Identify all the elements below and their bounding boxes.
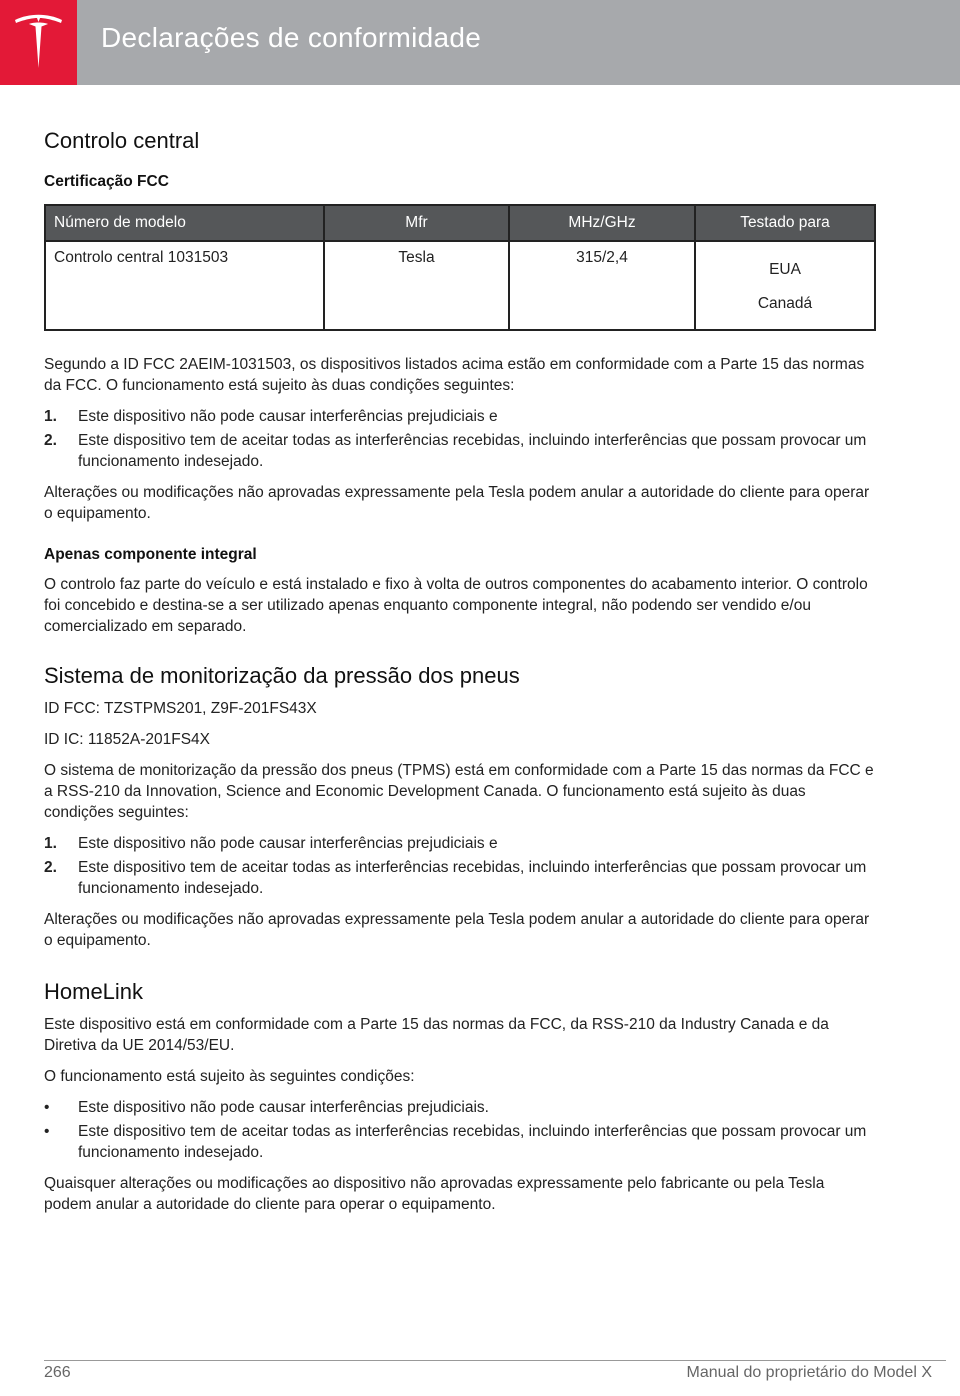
- table-header-row: [45, 205, 875, 241]
- tesla-logo: [0, 0, 77, 85]
- list-item: [44, 430, 876, 472]
- list-number: 2.: [44, 432, 57, 449]
- column-header-model: Número de modelo: [45, 205, 324, 241]
- bullet: •: [44, 1099, 50, 1116]
- subheading-fcc: Certificação FCC: [44, 173, 169, 190]
- section-heading-homelink: HomeLink: [44, 979, 144, 1004]
- tpms-conditions-list: [44, 833, 876, 899]
- list-text: Este dispositivo tem de aceitar todas as interferências recebidas, incluindo interferências que possam provocar um funcionamento indesejado.: [78, 432, 867, 470]
- changes-text: Alterações ou modificações não aprovadas expressamente pela Tesla podem anular a autoridade do cliente para operar o equipamento.: [44, 484, 870, 522]
- list-text: Este dispositivo não pode causar interferências prejudiciais e: [78, 835, 498, 852]
- homelink-conditions-list: [44, 1097, 876, 1163]
- tesla-logo-icon: [13, 14, 64, 70]
- homelink-changes-text: Quaisquer alterações ou modificações ao dispositivo não aprovadas expressamente pelo fabricante ou pela Tesla podem anular a autoridade do cliente para operar o equipamento.: [44, 1175, 825, 1213]
- list-number: 2.: [44, 859, 57, 876]
- cell-model: Controlo central 1031503: [45, 241, 324, 330]
- page-number: 266: [44, 1364, 71, 1381]
- list-item: [44, 1097, 876, 1118]
- fcc-intro-text: Segundo a ID FCC 2AEIM-1031503, os dispositivos listados acima estão em conformidade com a Parte 15 das normas da FCC. O funcionamento está sujeito às duas condições seguintes:: [44, 356, 865, 394]
- central-conditions-list: [44, 406, 876, 472]
- list-item: [44, 406, 876, 427]
- footer-manual-title: Manual do proprietário do Model X: [686, 1364, 932, 1381]
- tpms-fcc-id: ID FCC: TZSTPMS201, Z9F-201FS43X: [44, 700, 317, 717]
- list-number: 1.: [44, 835, 57, 852]
- subheading-integral: Apenas componente integral: [44, 546, 257, 563]
- changes-text: Alterações ou modificações não aprovadas expressamente pela Tesla podem anular a autoridade do cliente para operar o equipamento.: [44, 911, 870, 949]
- homelink-conditions-intro: O funcionamento está sujeito às seguintes condições:: [44, 1068, 415, 1085]
- list-text: Este dispositivo tem de aceitar todas as interferências recebidas, incluindo interferências que possam provocar um funcionamento indesejado.: [78, 859, 867, 897]
- list-text: Este dispositivo não pode causar interferências prejudiciais.: [78, 1099, 489, 1116]
- list-number: 1.: [44, 408, 57, 425]
- list-item: [44, 833, 876, 854]
- tpms-text: O sistema de monitorização da pressão dos pneus (TPMS) está em conformidade com a Parte 15 das normas da FCC e a RSS-210 da Innovation, Science and Economic Development Canada. O funcionamento está sujeito às duas condições seguintes:: [44, 762, 874, 821]
- cell-frequency: 315/2,4: [509, 241, 695, 330]
- column-header-mfr: Mfr: [324, 205, 509, 241]
- list-item: [44, 857, 876, 899]
- cell-mfr: Tesla: [324, 241, 509, 330]
- list-text: Este dispositivo não pode causar interferências prejudiciais e: [78, 408, 498, 425]
- column-header-frequency: MHz/GHz: [509, 205, 695, 241]
- page-title: Declarações de conformidade: [101, 22, 482, 53]
- section-heading-central: Controlo central: [44, 128, 200, 153]
- section-heading-tpms: Sistema de monitorização da pressão dos pneus: [44, 663, 520, 688]
- homelink-text: Este dispositivo está em conformidade com a Parte 15 das normas da FCC, da RSS-210 da Industry Canada e da Diretiva da UE 2014/53/EU.: [44, 1016, 829, 1054]
- tpms-ic-id: ID IC: 11852A-201FS4X: [44, 731, 210, 748]
- table-row: [45, 241, 875, 330]
- page-header: [0, 0, 960, 85]
- integral-text: O controlo faz parte do veículo e está instalado e fixo à volta de outros componentes do acabamento interior. O controlo foi concebido e destina-se a ser utilizado apenas enquanto componente integral, não podendo ser vendido e/ou comercializado em separado.: [44, 576, 868, 635]
- country-canada: Canadá: [757, 295, 813, 312]
- cell-tested-for: [695, 241, 875, 330]
- page-content: [44, 128, 876, 1215]
- footer-divider: [44, 1360, 946, 1361]
- list-item: [44, 1121, 876, 1163]
- fcc-table: [44, 204, 876, 331]
- column-header-tested-for: Testado para: [695, 205, 875, 241]
- bullet: •: [44, 1123, 50, 1140]
- country-usa: EUA: [769, 261, 801, 278]
- list-text: Este dispositivo tem de aceitar todas as interferências recebidas, incluindo interferências que possam provocar um funcionamento indesejado.: [78, 1123, 867, 1161]
